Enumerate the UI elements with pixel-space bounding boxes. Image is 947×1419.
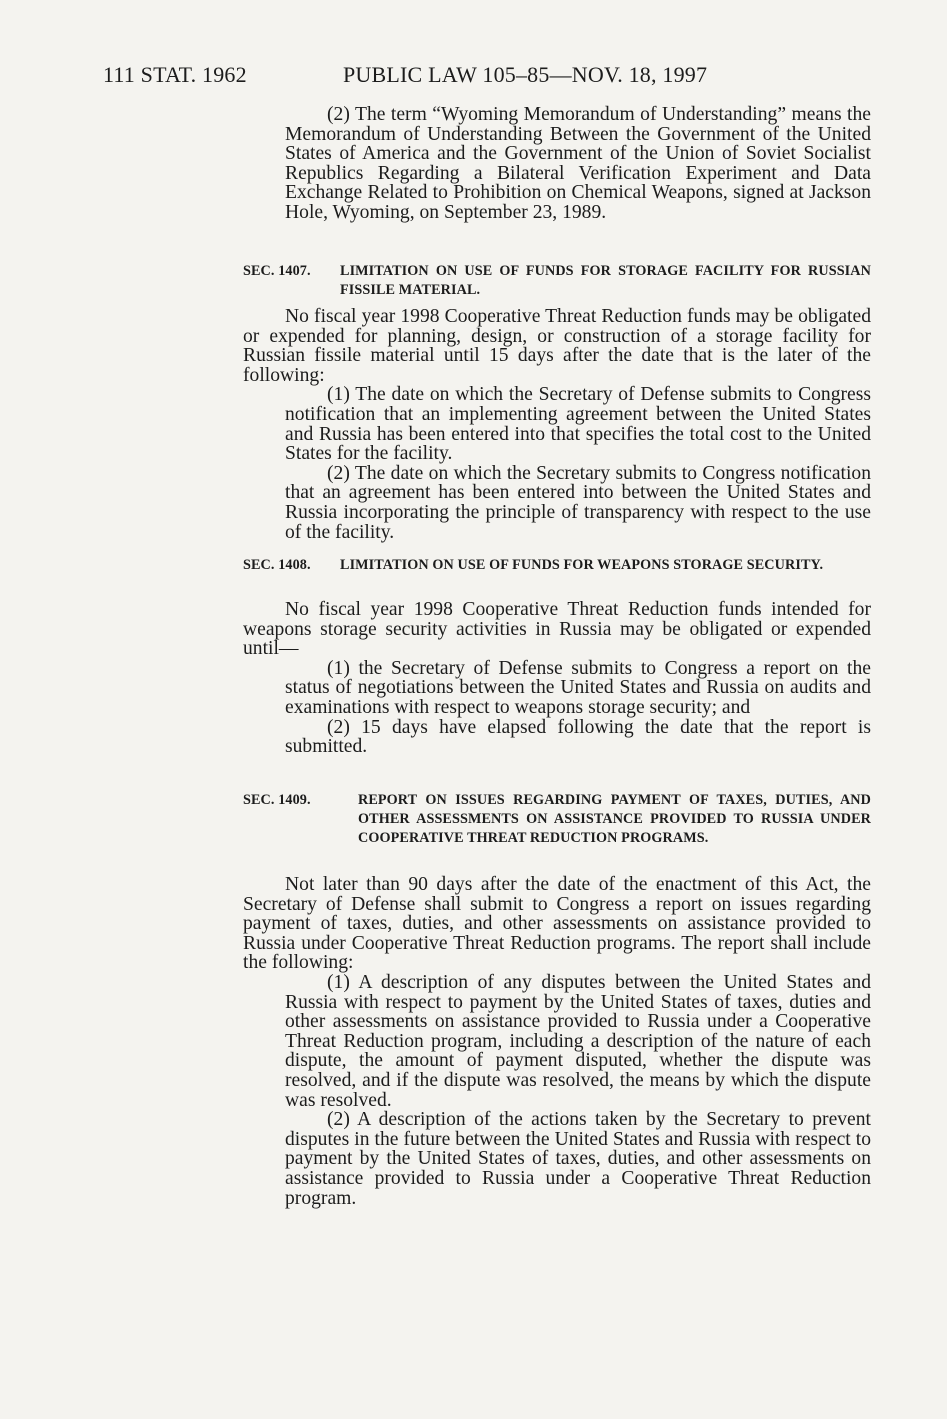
list-item: (2) The date on which the Secretary submits to Congress notification that an agreement has been entered into between the United States and Russia incorporating the principle of transparency with respect to the use of the facility. [285,462,871,543]
section-body-paragraph: No fiscal year 1998 Cooperative Threat Reduction funds may be obligated or expended for planning, design, or construction of a storage facility for Russian fissile material until 15 days after the date that is the later of the following: [243,306,871,386]
section-title: LIMITATION ON USE OF FUNDS FOR STORAGE FACILITY FOR RUSSIAN FISSILE MATERIAL. [340,263,871,298]
section-number: SEC. 1408. [243,557,311,573]
running-head [103,62,871,92]
section-title: LIMITATION ON USE OF FUNDS FOR WEAPONS STORAGE SECURITY. [340,557,824,573]
section-1409-heading [243,791,871,848]
list-item: (1) A description of any disputes between the United States and Russia with respect to payment by the United States of taxes, duties and other assessments on assistance provided to Russia under a Cooperative Threat Reduction program, including a description of the nature of each dispute, the amount of payment disputed, whether the dispute was resolved, and if the dispute was resolved, the means by which the dispute was resolved. [285,971,871,1111]
section-1407-body [243,307,871,542]
list-item: (1) The date on which the Secretary of Defense submits to Congress notification that an implementing agreement between the United States and Russia has been entered into that specifies the total cost to the United States for the facility. [285,384,871,465]
list-item: (1) the Secretary of Defense submits to Congress a report on the status of negotiations between the United States and Russia on audits and examinations with respect to weapons storage security; and [285,657,871,718]
section-number: SEC. 1407. [243,263,311,279]
section-1409-body [243,875,871,1208]
section-1408-heading [243,556,871,575]
section-number: SEC. 1409. [243,792,311,808]
public-law-citation: PUBLIC LAW 105–85—NOV. 18, 1997 [343,62,708,87]
list-item: (2) A description of the actions taken by the Secretary to prevent disputes in the future between the United States and Russia with respect to payment by the United States of taxes, duties, and other assessments on assistance provided to Russia under a Cooperative Threat Reduction program. [285,1109,871,1209]
list-item: (2) 15 days have elapsed following the date that the report is submitted. [285,716,871,758]
statute-page-number: 111 STAT. 1962 [103,62,247,87]
section-1408-body [243,600,871,757]
definition-paragraph-block [243,105,871,223]
definition-paragraph: (2) The term “Wyoming Memorandum of Understanding” means the Memorandum of Understanding Between the Government of the United States of America and the Government of the Union of Soviet Socialist Republics Regarding a Bilateral Verification Experiment and Data Exchange Related to Prohibition on Chemical Weapons, signed at Jackson Hole, Wyoming, on September 23, 1989. [285,104,871,223]
section-body-paragraph: No fiscal year 1998 Cooperative Threat Reduction funds intended for weapons storage security activities in Russia may be obligated or expended until— [243,599,871,660]
section-1407-heading [243,262,871,300]
section-body-paragraph: Not later than 90 days after the date of the enactment of this Act, the Secretary of Defense shall submit to Congress a report on issues regarding payment of taxes, duties, and other assessments on assistance provided to Russia under Cooperative Threat Reduction programs. The report shall include the following: [243,874,871,974]
section-title: REPORT ON ISSUES REGARDING PAYMENT OF TAXES, DUTIES, AND OTHER ASSESSMENTS ON ASSISTANCE PROVIDED TO RUSSIA UNDER COOPERATIVE THREAT REDUCTION PROGRAMS. [358,792,871,846]
